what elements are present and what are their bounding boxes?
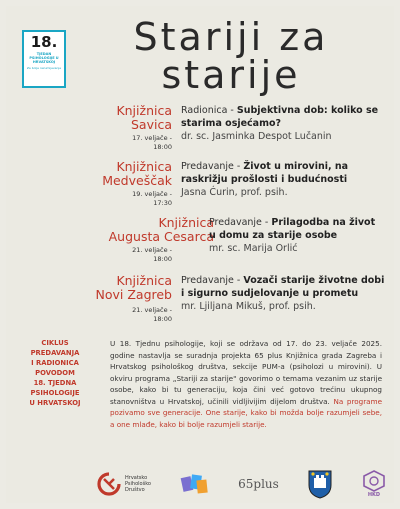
event-speaker: mr. sc. Marija Orlić xyxy=(209,243,298,254)
event-date: 21. veljače - 18:00 xyxy=(132,246,172,263)
event-type: Predavanje - xyxy=(181,275,244,286)
event-library: Knjižnica Medveščak xyxy=(102,159,172,188)
65plus-logo xyxy=(238,477,279,491)
event-item xyxy=(6,102,394,158)
hkd-emblem-icon xyxy=(362,470,386,492)
kgz-logo-icon xyxy=(180,471,210,497)
hpd-logo xyxy=(96,471,151,497)
event-speaker: mr. Ljiljana Mikuš, prof. psih. xyxy=(181,301,316,312)
event-library: Knjižnica Savica xyxy=(116,103,172,132)
title-line2: starije xyxy=(161,53,301,97)
badge-line2: Za bolje razumijevanje xyxy=(26,66,62,70)
event-item xyxy=(6,158,394,214)
hkd-logo xyxy=(362,470,386,498)
badge-number: 18. xyxy=(30,33,58,51)
kgz-logo xyxy=(180,471,210,497)
event-type: Predavanje - xyxy=(209,217,272,228)
event-speaker: dr. sc. Jasminka Despot Lučanin xyxy=(181,131,332,142)
event-list xyxy=(6,102,394,330)
zagreb-coat-of-arms xyxy=(307,469,333,499)
event-type: Predavanje - xyxy=(181,161,244,172)
event-topic: Subjektivna dob: koliko se starima osjećamo? xyxy=(181,105,379,129)
event-description xyxy=(209,216,384,255)
paragraph-invitation: Na programe pozivamo sve generacije. One starije, kako bi možda bolje razumjeli sebe, a one mlađe, kako bi bolje razumjeli starije. xyxy=(110,396,382,429)
description-paragraph xyxy=(110,338,382,430)
badge-line1: TJEDAN PSIHOLOGIJE U HRVATSKOJ xyxy=(29,52,59,64)
event-speaker: Jasna Ćurin, prof. psih. xyxy=(181,187,288,198)
poster xyxy=(6,6,394,503)
partner-logos xyxy=(96,466,386,502)
event-library: Knjižnica Novi Zagreb xyxy=(95,273,172,302)
tjedan-psihologije-logo xyxy=(22,30,66,88)
65plus-logo-text: 65plus xyxy=(238,477,279,491)
event-description xyxy=(181,160,381,199)
cycle-label: CIKLUS PREDAVANJA I RADIONICA POVODOM 18. TJEDNA PSIHOLOGIJE U HRVATSKOJ xyxy=(29,339,81,407)
event-item xyxy=(6,214,394,270)
hkd-logo-text: HKD xyxy=(367,492,381,498)
hpd-logo-text: Hrvatsko Psihološko Društvo xyxy=(125,475,151,493)
event-library: Knjižnica Augusta Cesarca xyxy=(108,215,214,244)
event-description xyxy=(181,274,386,313)
event-description xyxy=(181,104,381,143)
coat-of-arms-icon xyxy=(307,469,333,499)
event-date: 19. veljače - 17:30 xyxy=(132,190,172,207)
paragraph-main: U 18. Tjednu psihologije, koji se održava od 17. do 23. veljače 2025. godine nastavlja se suradnja projekta 65 plus Knjižnica grada Zagreba i Hrvatskog psihološkog društva, sekcije PUM-a (psiholozi u mirovini). U okviru programa „Stariji za starije" govorimo o temama vezanim uz starije osobe, kako bi tu generaciju, koja čini već gotovo trećinu ukupnog stanovništva u Hrvatskoj, učinili vidljivijim dijelom društva. xyxy=(110,339,382,406)
event-type: Radionica - xyxy=(181,105,237,116)
event-topic: Prilagodba na život u domu za starije osobe xyxy=(209,217,376,241)
hpd-emblem-icon xyxy=(96,471,122,497)
event-date: 17. veljače - 18:00 xyxy=(132,134,172,151)
title-line1: Stariji za xyxy=(133,15,329,59)
event-topic: Život u mirovini, na raskrižju prošlosti i budućnosti xyxy=(181,161,349,185)
event-item xyxy=(6,270,394,330)
event-date: 21. veljače - 18:00 xyxy=(132,306,172,323)
event-topic: Vozači starije životne dobi i sigurno sudjelovanje u prometu xyxy=(181,275,385,299)
page-title xyxy=(106,15,356,97)
